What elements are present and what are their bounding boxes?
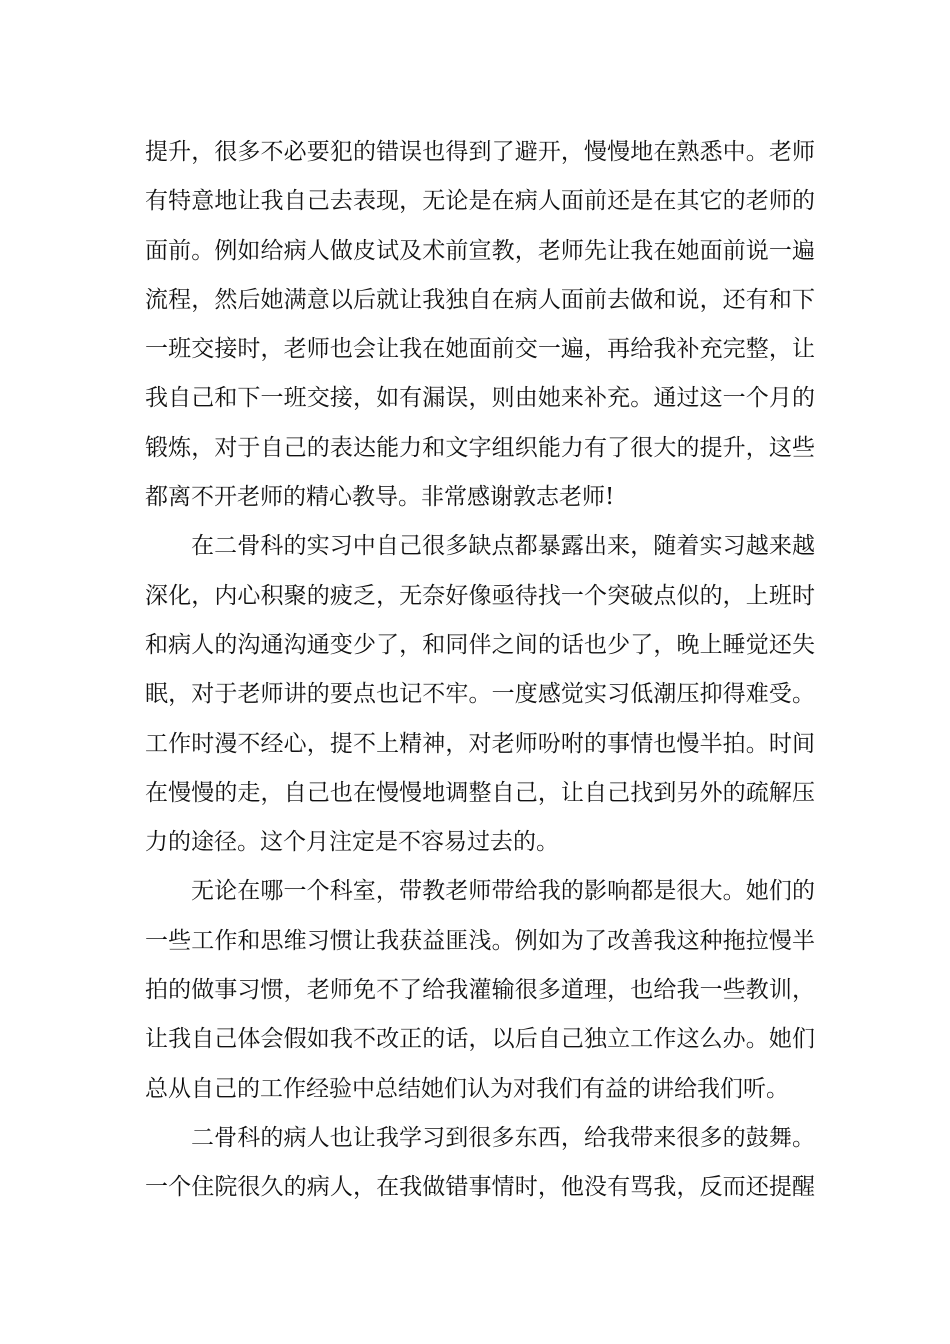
text-line: 锻炼，对于自己的表达能力和文字组织能力有了很大的提升，这些 <box>145 434 815 461</box>
text-line: 一些工作和思维习惯让我获益匪浅。例如为了改善我这种拖拉慢半 <box>145 927 815 954</box>
text-line: 工作时漫不经心，提不上精神，对老师吩咐的事情也慢半拍。时间 <box>145 730 815 757</box>
text-line: 力的途径。这个月注定是不容易过去的。 <box>145 829 559 856</box>
text-line: 都离不开老师的精心教导。非常感谢敦志老师! <box>145 484 615 511</box>
paragraph <box>145 128 815 522</box>
text-line: 在二骨科的实习中自己很多缺点都暴露出来，随着实习越来越 <box>191 533 815 560</box>
text-line: 二骨科的病人也让我学习到很多东西，给我带来很多的鼓舞。 <box>191 1124 815 1151</box>
text-line: 我自己和下一班交接，如有漏误，则由她来补充。通过这一个月的 <box>145 385 815 412</box>
paragraph <box>145 1114 815 1213</box>
text-line: 提升，很多不必要犯的错误也得到了避开，慢慢地在熟悉中。老师 <box>145 139 815 165</box>
text-line: 无论在哪一个科室，带教老师带给我的影响都是很大。她们的 <box>191 878 815 905</box>
text-line: 让我自己体会假如我不改正的话，以后自己独立工作这么办。她们 <box>145 1026 815 1053</box>
text-line: 拍的做事习惯，老师免不了给我灌输很多道理，也给我一些教训， <box>145 977 815 1004</box>
text-line: 一个住院很久的病人，在我做错事情时，他没有骂我，反而还提醒 <box>145 1174 815 1201</box>
text-line: 在慢慢的走，自己也在慢慢地调整自己，让自己找到另外的疏解压 <box>145 779 815 806</box>
text-line: 总从自己的工作经验中总结她们认为对我们有益的讲给我们听。 <box>145 1075 789 1102</box>
text-line: 流程，然后她满意以后就让我独自在病人面前去做和说，还有和下 <box>145 286 815 313</box>
text-line: 一班交接时，老师也会让我在她面前交一遍，再给我补充完整，让 <box>145 336 815 363</box>
text-line: 有特意地让我自己去表现，无论是在病人面前还是在其它的老师的 <box>145 188 815 215</box>
text-line: 面前。例如给病人做皮试及术前宣教，老师先让我在她面前说一遍 <box>145 237 815 264</box>
text-line: 眠，对于老师讲的要点也记不牢。一度感觉实习低潮压抑得难受。 <box>145 681 815 708</box>
text-line: 深化，内心积聚的疲乏，无奈好像亟待找一个突破点似的，上班时 <box>145 582 815 609</box>
text-line: 和病人的沟通沟通变少了，和同伴之间的话也少了，晚上睡觉还失 <box>145 631 815 658</box>
paragraph <box>145 867 815 1113</box>
paragraph <box>145 522 815 867</box>
body-text <box>145 128 815 1213</box>
